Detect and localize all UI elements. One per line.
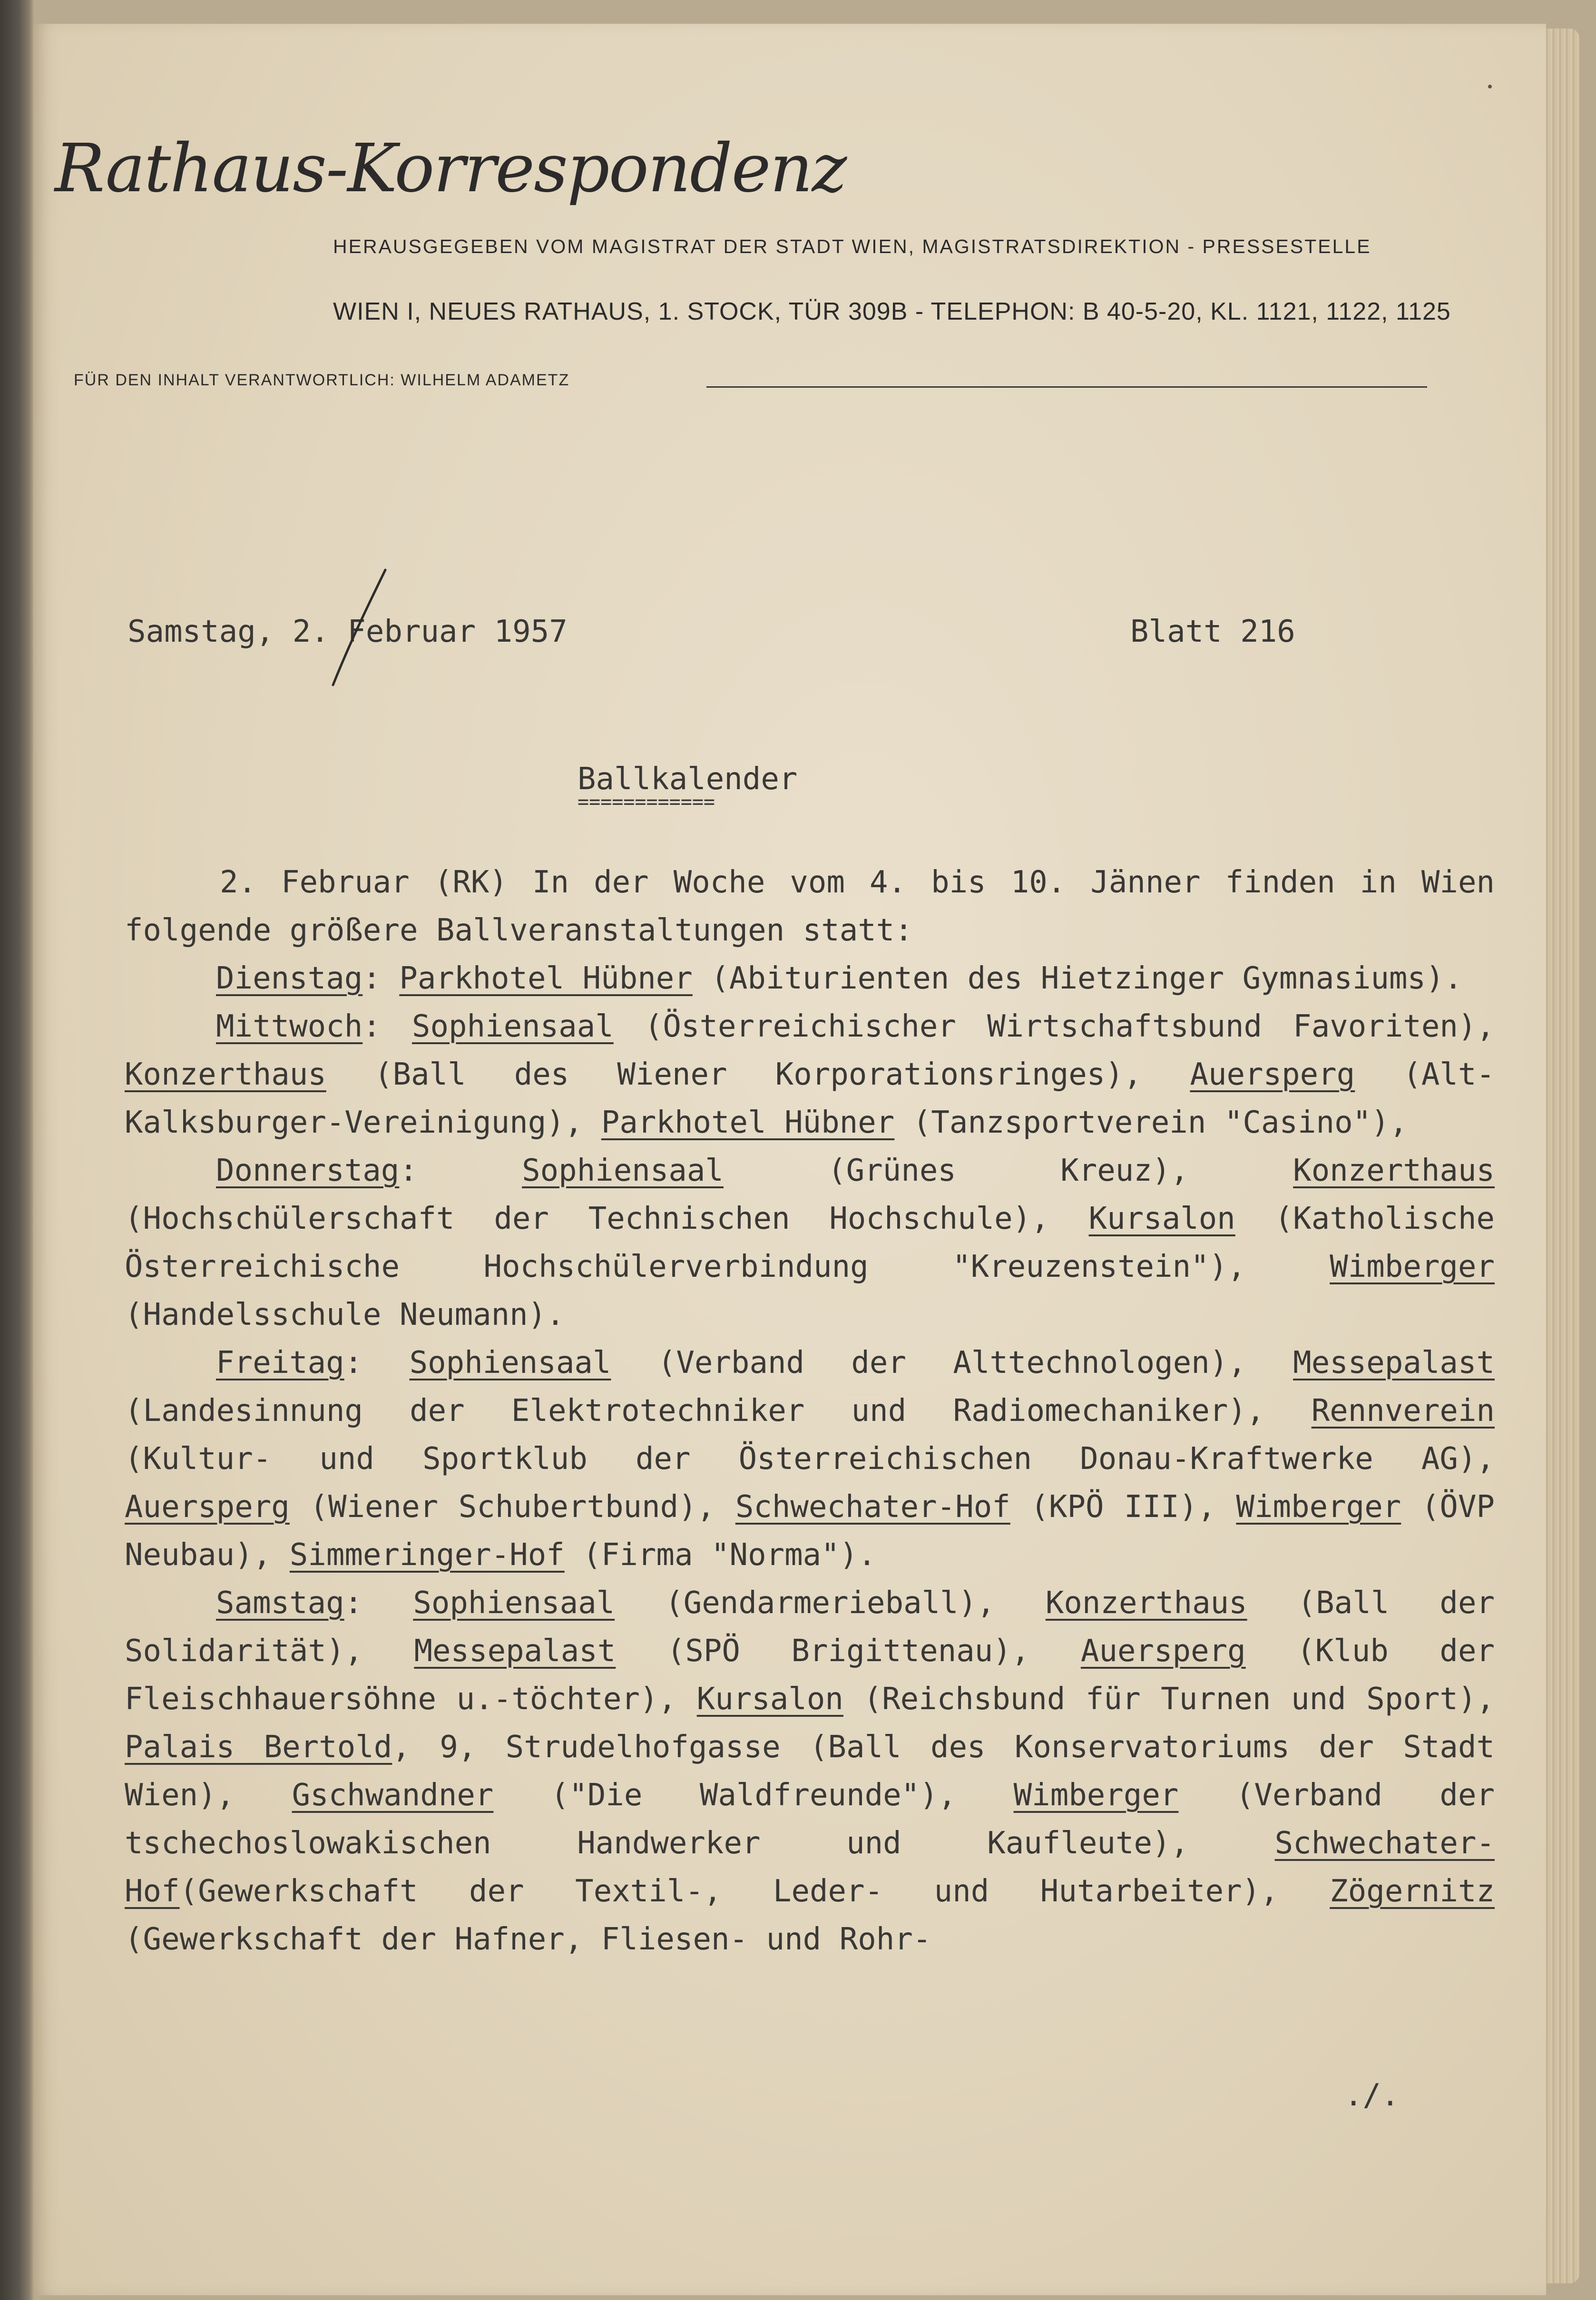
venue-name: Konzerthaus — [1293, 1153, 1495, 1188]
event-text: (Tanzsportverein "Casino"), — [894, 1105, 1408, 1140]
letterhead-publisher: HERAUSGEGEBEN VOM MAGISTRAT DER STADT WIEN, MAGISTRATSDIREKTION - PRESSESTELLE — [333, 235, 1371, 257]
event-text: (Ball des Wiener Korporationsringes), — [326, 1057, 1190, 1092]
event-text: (Abiturienten des Hietzinger Gymnasiums). — [692, 961, 1463, 996]
venue-name: Rennverein — [1311, 1393, 1495, 1429]
venue-name: Gschwandner — [292, 1778, 494, 1813]
venue-name: Wimberger — [1236, 1489, 1401, 1525]
event-text: (KPÖ III), — [1010, 1489, 1236, 1525]
event-text: (ÖVP Neubau), — [125, 1489, 1495, 1573]
event-text: (Reichsbund für Turnen und Sport), — [843, 1682, 1495, 1717]
event-text: (Grünes Kreuz), — [723, 1153, 1293, 1188]
day-paragraph: Dienstag: Parkhotel Hübner (Abiturienten des Hietzinger Gymnasiums). — [216, 961, 1463, 996]
event-text: (Gewerkschaft der Textil-, Leder- und Hutarbeiter), — [179, 1874, 1330, 1909]
event-text: (Ball der Solidarität), — [125, 1586, 1495, 1669]
venue-name: Simmeringer-Hof — [289, 1537, 565, 1573]
venue-name: Auersperg — [125, 1489, 290, 1525]
event-text: (Österreichischer Wirtschaftsbund Favoriten), — [613, 1009, 1495, 1044]
event-text: (Gewerkschaft der Hafner, Fliesen- und Rohr- — [125, 1922, 931, 1957]
day-label: Donnerstag — [216, 1153, 400, 1188]
venue-name: Konzerthaus — [1045, 1586, 1247, 1621]
venue-name: Sophiensaal — [522, 1153, 724, 1188]
day-paragraph: Freitag: Sophiensaal (Verband der Alttechnologen), Messepalast (Landesinnung der Elektrotechniker und Radiomechaniker), Rennverein (Kultur- und Sportklub der Österreichischen Donau-Kraftwerke AG), Auersperg (Wiener Schubertbund), Schwechater-Hof (KPÖ III), Wimberger (ÖVP Neubau), Simmeringer-Hof (Firma "Norma"). — [125, 1345, 1495, 1573]
venue-name: Kursalon — [696, 1682, 843, 1717]
letterhead-responsible: FÜR DEN INHALT VERANTWORTLICH: WILHELM ADAMETZ — [74, 371, 570, 389]
venue-name: Palais Bertold — [125, 1730, 392, 1765]
event-text: (Hochschülerschaft der Technischen Hochschule), — [125, 1201, 1089, 1236]
day-paragraph: Mittwoch: Sophiensaal (Österreichischer Wirtschaftsbund Favoriten), Konzerthaus (Ball des Wiener Korporationsringes), Auersperg (Alt-Kalksburger-Vereinigung), Parkhotel Hübner (Tanzsportverein "Casino"), — [125, 1009, 1495, 1140]
article-title-rule: ============ — [578, 791, 715, 813]
venue-name: Wimberger — [1013, 1778, 1179, 1813]
day-label: Freitag — [216, 1345, 344, 1380]
event-text: (Wiener Schubertbund), — [289, 1489, 735, 1525]
venue-name: Messepalast — [414, 1634, 616, 1669]
event-text: (Verband der tschechoslowakischen Handwerker und Kaufleute), — [125, 1778, 1495, 1861]
event-text: (SPÖ Brigittenau), — [616, 1634, 1081, 1669]
day-label: Dienstag — [216, 961, 363, 996]
day-label: Mittwoch — [216, 1009, 363, 1044]
venue-name: Sophiensaal — [413, 1586, 615, 1621]
venue-name: Sophiensaal — [411, 1009, 614, 1044]
event-text: (Katholische Österreichische Hochschülerverbindung "Kreuzenstein"), — [125, 1201, 1495, 1284]
event-text: ("Die Waldfreunde"), — [493, 1778, 1014, 1813]
article-body — [125, 859, 1495, 1964]
venue-name: Messepalast — [1293, 1345, 1495, 1380]
event-text: (Gendarmerieball), — [615, 1586, 1046, 1621]
pen-dot-mark — [1484, 81, 1496, 92]
pen-slash-mark — [314, 566, 395, 690]
venue-name: Schwechater-Hof — [735, 1489, 1010, 1525]
venue-name: Sophiensaal — [409, 1345, 611, 1380]
sheet-number: Blatt 216 — [1130, 614, 1295, 649]
venue-name: Parkhotel Hübner — [601, 1105, 895, 1140]
event-text: (Klub der Fleischhauersöhne u.-töchter), — [125, 1634, 1495, 1717]
venue-name: Konzerthaus — [125, 1057, 326, 1092]
venue-name: Kursalon — [1088, 1201, 1235, 1236]
event-text: (Handelsschule Neumann). — [125, 1297, 565, 1332]
venue-name: Zögernitz — [1330, 1874, 1495, 1909]
event-text: (Kultur- und Sportklub der Österreichischen Donau-Kraftwerke AG), — [125, 1441, 1495, 1477]
continuation-mark: ./. — [1344, 2078, 1400, 2113]
date-line: Samstag, 2. Februar 1957 — [127, 614, 568, 649]
article-lead: 2. Februar (RK) In der Woche vom 4. bis 10. Jänner finden in Wien folgende größere Ballveranstaltungen statt: — [125, 865, 1495, 948]
day-paragraph: Samstag: Sophiensaal (Gendarmerieball), Konzerthaus (Ball der Solidarität), Messepalast (SPÖ Brigittenau), Auersperg (Klub der Fleischhauersöhne u.-töchter), Kursalon (Reichsbund für Turnen und Sport), Palais Bertold, 9, Strudelhofgasse (Ball des Konservatoriums der Stadt Wien), Gschwandner ("Die Waldfreunde"), Wimberger (Verband der tschechoslowakischen Handwerker und Kaufleute), Schwechater-Hof(Gewerkschaft der Textil-, Leder- und Hutarbeiter), Zögernitz (Gewerkschaft der Hafner, Fliesen- und Rohr- — [125, 1586, 1495, 1957]
event-text: (Alt-Kalksburger-Vereinigung), — [125, 1057, 1495, 1140]
article-title: Ballkalender — [578, 762, 798, 797]
venue-name: Auersperg — [1080, 1634, 1246, 1669]
venue-name: Wimberger — [1330, 1249, 1495, 1284]
letterhead-address: WIEN I, NEUES RATHAUS, 1. STOCK, TÜR 309B - TELEPHON: B 40-5-20, KL. 1121, 1122, 1125 — [333, 298, 1451, 325]
event-text: , 9, Strudelhofgasse (Ball des Konservatoriums der Stadt Wien), — [125, 1730, 1495, 1813]
letterhead-brand: Rathaus-Korrespondenz — [55, 130, 846, 207]
day-paragraph: Donnerstag: Sophiensaal (Grünes Kreuz), Konzerthaus (Hochschülerschaft der Technischen Hochschule), Kursalon (Katholische Österreichische Hochschülerverbindung "Kreuzenstein"), Wimberger (Handelsschule Neumann). — [125, 1153, 1495, 1332]
event-text: (Firma "Norma"). — [564, 1537, 876, 1573]
event-text: (Verband der Alttechnologen), — [611, 1345, 1293, 1380]
event-text: (Landesinnung der Elektrotechniker und Radiomechaniker), — [125, 1393, 1312, 1429]
letterhead-rule — [706, 386, 1427, 388]
venue-name: Auersperg — [1190, 1057, 1355, 1092]
venue-name: Parkhotel Hübner — [399, 961, 693, 996]
venue-name: Schwechater-Hof — [125, 1826, 1495, 1909]
day-label: Samstag — [216, 1586, 344, 1621]
